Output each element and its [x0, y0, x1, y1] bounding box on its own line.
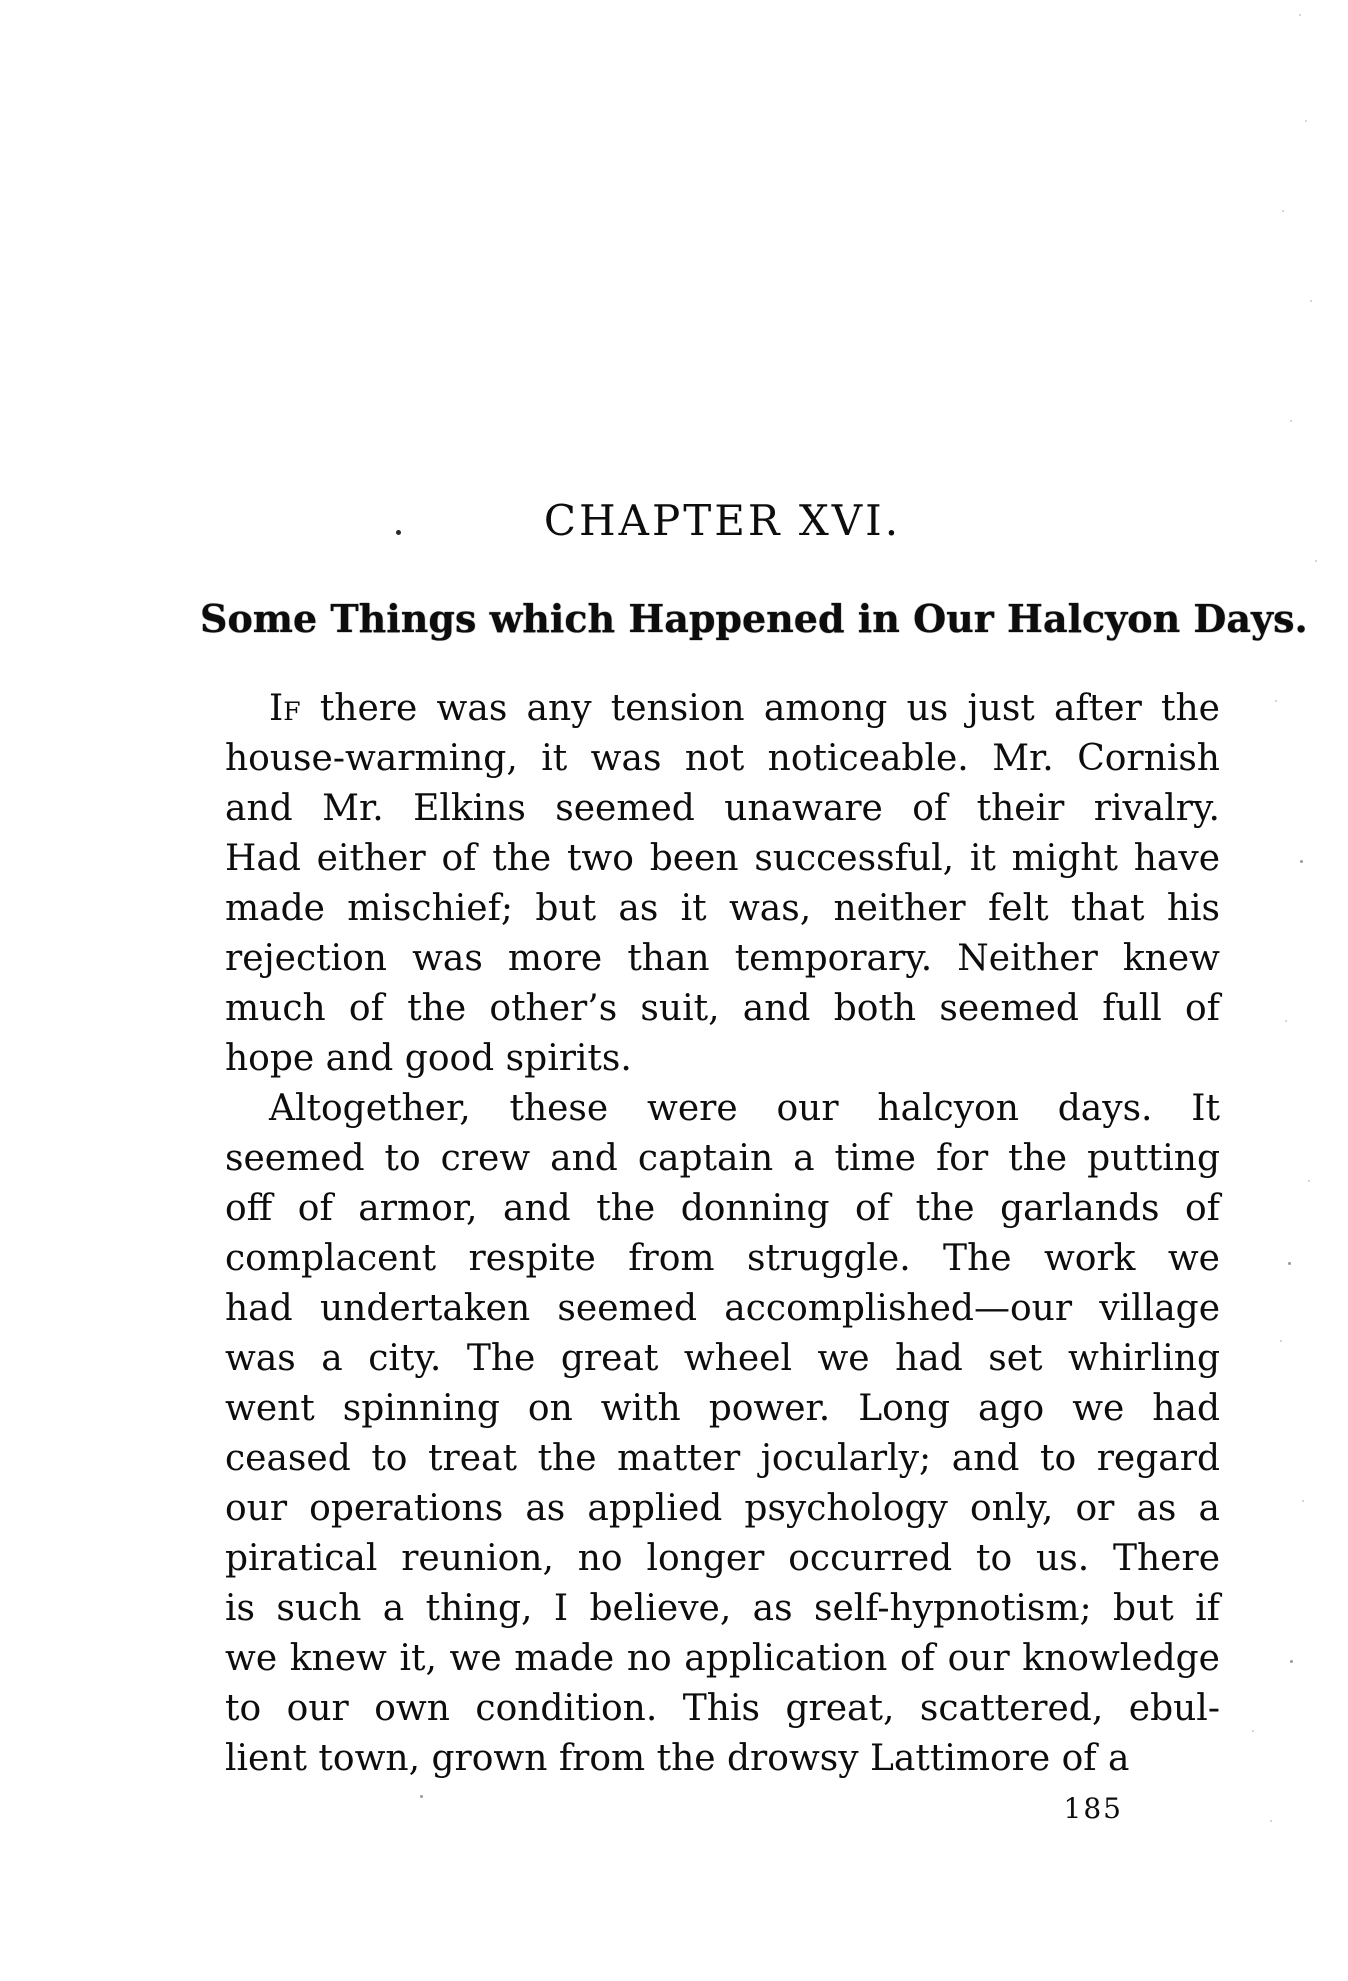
scan-speck [1302, 1500, 1304, 1502]
text-line: we knew it, we made no application of our knowledge [225, 1638, 1220, 1679]
scan-speck [1300, 860, 1303, 863]
paragraph-1 [225, 684, 1220, 1084]
scan-speck [1290, 1660, 1293, 1663]
scan-speck [420, 1795, 423, 1798]
chapter-subtitle: Some Things which Happened in Our Halcyon Days. [200, 596, 1308, 641]
scan-speck [1299, 14, 1301, 16]
scan-speck [1308, 1180, 1310, 1182]
text-line: Altogether, these were our halcyon days. It [269, 1088, 1220, 1129]
text-line: rejection was more than temporary. Neither knew [225, 938, 1220, 979]
page-number: 185 [1063, 1792, 1123, 1825]
text-line: and Mr. Elkins seemed unaware of their rivalry. [225, 788, 1220, 829]
text-line: piratical reunion, no longer occurred to us. There [225, 1538, 1220, 1579]
text-line: house-warming, it was not noticeable. Mr. Cornish [225, 738, 1220, 779]
page-body [225, 684, 1220, 1784]
text-line: off of armor, and the donning of the garlands of [225, 1188, 1220, 1229]
text-line [225, 684, 1220, 734]
text-line: was a city. The great wheel we had set whirling [225, 1338, 1220, 1379]
text-line: complacent respite from struggle. The work we [225, 1238, 1220, 1279]
text-line: seemed to crew and captain a time for the putting [225, 1138, 1220, 1179]
paragraph-2 [225, 1084, 1220, 1784]
scan-speck [1315, 560, 1317, 562]
scan-speck [396, 530, 401, 535]
scan-speck [1275, 700, 1277, 702]
scan-speck [1305, 120, 1307, 122]
text-line: our operations as applied psychology only, or as a [225, 1488, 1220, 1529]
text-line: ceased to treat the matter jocularly; and to regard [225, 1438, 1220, 1479]
text-line: to our own condition. This great, scattered, ebul- [225, 1688, 1220, 1729]
text-line: is such a thing, I believe, as self-hypnotism; but if [225, 1588, 1220, 1629]
lead-word: If [269, 688, 301, 729]
scan-speck [1282, 210, 1284, 212]
scan-speck [1285, 1020, 1287, 1022]
text-line: made mischief; but as it was, neither felt that his [225, 888, 1220, 929]
text-line: went spinning on with power. Long ago we had [225, 1388, 1220, 1429]
text-line: had undertaken seemed accomplished—our village [225, 1288, 1220, 1329]
text-line-rest: there was any tension among us just after the [319, 688, 1220, 729]
text-line: much of the other’s suit, and both seemed full of [225, 988, 1220, 1029]
text-line: lient town, grown from the drowsy Lattimore of a [225, 1738, 1130, 1779]
scan-speck [1290, 420, 1292, 422]
scan-speck [1310, 300, 1312, 302]
scan-speck [1270, 1820, 1272, 1822]
text-line: Had either of the two been successful, it might have [225, 838, 1220, 879]
chapter-heading: CHAPTER XVI. [543, 496, 902, 545]
scan-speck [1252, 1730, 1254, 1732]
text-line: hope and good spirits. [225, 1038, 632, 1079]
scan-speck [1280, 1340, 1282, 1342]
scan-speck [1288, 1262, 1291, 1265]
